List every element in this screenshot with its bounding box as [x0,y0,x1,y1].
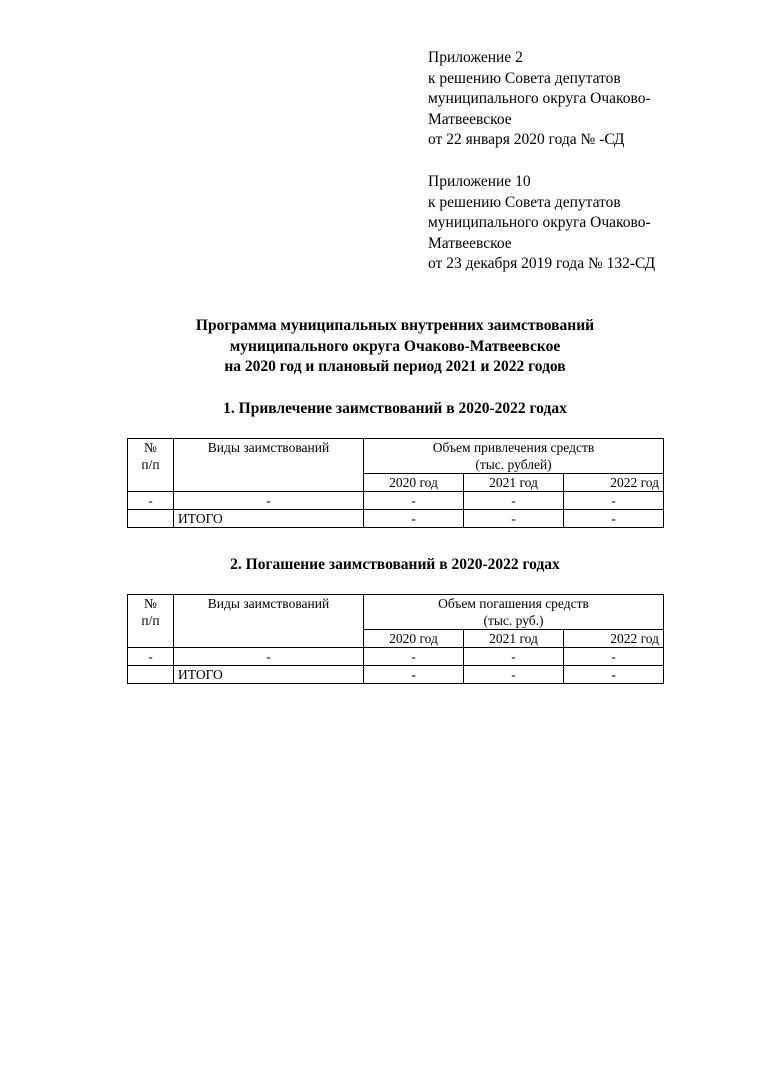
cell-type: - [174,492,364,510]
header-year-2020: 2020 год [364,474,464,492]
header-number-line: № [144,596,157,611]
header-year-2021: 2021 год [464,474,564,492]
appendix-10-line: к решению Совета депутатов [428,193,621,211]
appendix-10-line: муниципального округа Очаково- [428,214,651,231]
borrowing-repayment-table [127,594,664,684]
cell-2020: - [364,648,464,666]
appendix-2-line: к решению Совета депутатов [428,69,621,87]
cell-2020: - [364,666,464,684]
cell-type: - [174,648,364,666]
appendix-2-line: Матвеевское [428,110,512,128]
cell-2021: - [464,666,564,684]
header-volume [364,595,664,630]
cell-number: - [128,648,174,666]
cell-2022: - [564,666,664,684]
document-title-line: на 2020 год и плановый период 2021 и 2022 годов [224,358,566,375]
table-header-row [128,595,664,630]
borrowing-attraction-table [127,438,664,528]
header-volume-line: (тыс. рублей) [475,457,552,472]
appendix-2-block [428,48,748,151]
header-year-2021: 2021 год [464,630,564,648]
header-volume-line: Объем привлечения средств [432,440,595,455]
appendix-2-line: от 22 января 2020 года № -СД [428,131,625,148]
cell-number [128,510,174,528]
document-title-line: Программа муниципальных внутренних заимствований [195,317,595,334]
table-header-row [128,439,664,474]
header-volume [364,439,664,474]
table-row [128,492,664,510]
cell-2021: - [464,492,564,510]
cell-2020: - [364,510,464,528]
section-1-title: 1. Привлечение заимствований в 2020-2022 годах [223,400,567,417]
cell-total-label: ИТОГО [174,510,364,528]
cell-number: - [128,492,174,510]
cell-2022: - [564,510,664,528]
header-year-2022: 2022 год [564,474,664,492]
header-number [128,439,174,492]
appendix-10-line: Матвеевское [428,234,512,252]
header-volume-line: (тыс. руб.) [483,613,544,628]
table-total-row [128,666,664,684]
cell-2022: - [564,492,664,510]
appendix-2-line: Приложение 2 [428,49,523,66]
cell-2021: - [464,510,564,528]
document-title-line: муниципального округа Очаково-Матвеевское [229,337,561,355]
header-year-2020: 2020 год [364,630,464,648]
header-borrowing-type: Виды заимствований [174,439,364,492]
cell-total-label: ИТОГО [174,666,364,684]
header-number [128,595,174,648]
appendix-10-line: Приложение 10 [428,173,531,190]
header-volume-line: Объем погашения средств [438,596,589,611]
header-number-line: № [144,440,157,455]
appendix-10-block [428,172,748,275]
header-number-line: п/п [141,613,160,628]
section-2-title: 2. Погашение заимствований в 2020-2022 годах [230,556,560,573]
header-number-line: п/п [141,457,160,472]
appendix-2-line: муниципального округа Очаково- [428,90,651,107]
document-title [0,316,763,378]
table-total-row [128,510,664,528]
cell-2021: - [464,648,564,666]
cell-number [128,666,174,684]
header-borrowing-type: Виды заимствований [174,595,364,648]
cell-2020: - [364,492,464,510]
cell-2022: - [564,648,664,666]
appendix-10-line: от 23 декабря 2019 года № 132-СД [428,255,656,272]
header-year-2022: 2022 год [564,630,664,648]
table-row [128,648,664,666]
